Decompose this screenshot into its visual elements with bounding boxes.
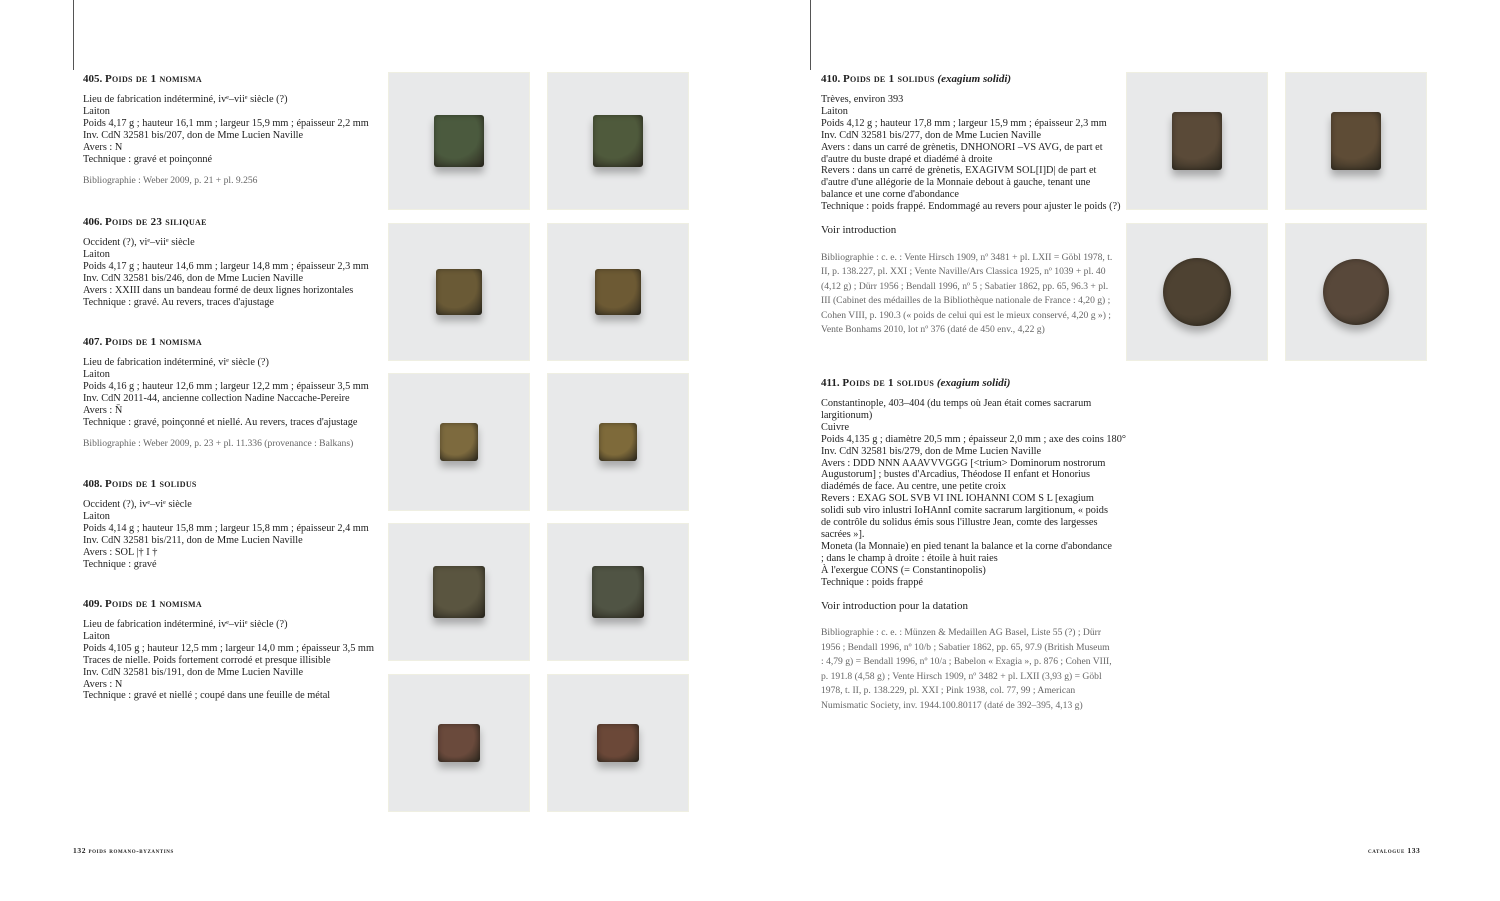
weight-image <box>593 115 643 167</box>
entry-title: 406. Poids de 23 siliquae <box>83 216 207 228</box>
entry-line: Moneta (la Monnaie) en pied tenant la balance et la corne d'abondance ; dans le champ à droite : étoile à huit raies <box>821 540 1112 564</box>
weight-image <box>1172 112 1222 170</box>
entry-line: Technique : gravé <box>83 558 157 570</box>
entry-line: Avers : XXIII dans un bandeau formé de deux lignes horizontales <box>83 284 354 296</box>
entry-title: 407. Poids de 1 nomisma <box>83 336 202 348</box>
entry-line: Technique : poids frappé <box>821 576 923 588</box>
entry-405 <box>83 73 369 189</box>
weight-image <box>440 423 478 461</box>
entry-line: Inv. CdN 32581 bis/211, don de Mme Lucien Naville <box>83 534 303 546</box>
entry-line: Occident (?), viᵉ–viiᵉ siècle <box>83 237 195 248</box>
entry-line: Technique : gravé et poinçonné <box>83 153 213 165</box>
coin-image <box>1323 259 1389 325</box>
entry-line: Lieu de fabrication indéterminé, ivᵉ–viiᵉ siècle (?) <box>83 619 288 630</box>
see-introduction: Voir introduction <box>821 224 897 237</box>
entry-line: Inv. CdN 2011-44, ancienne collection Nadine Naccache-Pereire <box>83 392 350 404</box>
entry-line: Technique : gravé, poinçonné et niellé. Au revers, traces d'ajustage <box>83 416 358 428</box>
entry-408 <box>83 478 369 570</box>
photo-410-reverse <box>1286 73 1426 209</box>
bibliography: Bibliographie : c. e. : Münzen & Medaillen AG Basel, Liste 55 (?) ; Dürr 1956 ; Bendall 1996, nº 10/b ; Sabatier 1862, pp. 65, 97.9 (British Museum : 4,79 g) = Bendall 1996, nº 10/a ; Babelon « Exagia », p. 876 ; Cohen VIII, p. 191.8 (4,58 g) ; Vente Hirsch 1909, nº 3482 + pl. LXII (3,93 g) = Göbl 1978, t. II, p. 138.229, pl. XXI ; Pink 1938, col. 77, 99 ; American Numismatic Society, inv. 1944.100.80117 (daté de 392–395, 4,13 g) <box>821 627 1112 711</box>
photo-407-reverse <box>548 374 688 510</box>
entry-line: Laiton <box>83 630 110 642</box>
entry-line: Inv. CdN 32581 bis/246, don de Mme Lucien Naville <box>83 272 304 284</box>
entry-line: Laiton <box>83 248 110 260</box>
photo-405-obverse <box>389 73 529 209</box>
photo-411-obverse <box>1127 224 1267 360</box>
entry-title: 411. Poids de 1 solidus (exagium solidi) <box>821 377 1011 389</box>
photo-406-obverse <box>389 224 529 360</box>
weight-image <box>436 269 482 315</box>
weight-image <box>438 724 480 762</box>
photo-405-reverse <box>548 73 688 209</box>
entry-line: Inv. CdN 32581 bis/279, don de Mme Lucien Naville <box>821 445 1042 457</box>
weight-image <box>434 115 484 167</box>
photo-410-obverse <box>1127 73 1267 209</box>
entry-line: Poids 4,16 g ; hauteur 12,6 mm ; largeur 12,2 mm ; épaisseur 3,5 mm <box>83 380 369 392</box>
coin-image <box>1163 258 1231 326</box>
entry-407 <box>83 336 369 452</box>
entry-title: 408. Poids de 1 solidus <box>83 478 197 490</box>
right-page-footer: catalogue 133 <box>1368 846 1421 855</box>
weight-image <box>595 269 641 315</box>
photo-406-reverse <box>548 224 688 360</box>
entry-line: Poids 4,12 g ; hauteur 17,8 mm ; largeur 15,9 mm ; épaisseur 2,3 mm <box>821 117 1107 129</box>
weight-image <box>433 566 485 618</box>
entry-line: Laiton <box>83 368 110 380</box>
photo-409-reverse <box>548 675 688 811</box>
entry-line: Occident (?), ivᵉ–viᵉ siècle <box>83 499 192 510</box>
entry-line: Revers : EXAG SOL SVB VI INL IOHANNI COM S L [exagium solidi sub viro inlustri IoHAnnI comite sacrarum largitionum, « poids de contrôle du solidus émis sous l'illustre Jean, comte des largesses sacrées »]. <box>821 493 1108 540</box>
entry-line: Technique : gravé. Au revers, traces d'ajustage <box>83 296 274 308</box>
entry-line: Technique : poids frappé. Endommagé au revers pour ajuster le poids (?) <box>821 201 1121 213</box>
entry-line: Avers : N <box>83 678 123 690</box>
entry-line: Laiton <box>83 510 110 522</box>
entry-line: Poids 4,17 g ; hauteur 16,1 mm ; largeur 15,9 mm ; épaisseur 2,2 mm <box>83 117 369 129</box>
photo-407-obverse <box>389 374 529 510</box>
entry-line: Poids 4,14 g ; hauteur 15,8 mm ; largeur 15,8 mm ; épaisseur 2,4 mm <box>83 522 369 534</box>
entry-line: Constantinople, 403–404 (du temps où Jean était comes sacrarum largitionum) <box>821 398 1092 421</box>
weight-image <box>599 423 637 461</box>
weight-image <box>592 566 644 618</box>
entry-410 <box>821 73 1121 338</box>
entry-line: Trèves, environ 393 <box>821 94 904 105</box>
entry-line: Cuivre <box>821 421 850 433</box>
entry-line: Lieu de fabrication indéterminé, viᵉ siècle (?) <box>83 357 269 368</box>
entry-line: À l'exergue CONS (= Constantinopolis) <box>821 564 986 576</box>
see-introduction: Voir introduction pour la datation <box>821 599 969 612</box>
right-page-top-rule <box>810 0 811 70</box>
left-page-top-rule <box>73 0 74 70</box>
entry-line: Avers : dans un carré de grènetis, DNHONORI –VS AVG, de part et d'autre du buste drapé et diadémé à droite <box>821 141 1103 165</box>
entry-line: Inv. CdN 32581 bis/277, don de Mme Lucien Naville <box>821 129 1042 141</box>
left-page-footer: 132 poids romano-byzantins <box>73 846 174 855</box>
weight-image <box>597 724 639 762</box>
weight-image <box>1331 112 1381 170</box>
entry-line: Poids 4,17 g ; hauteur 14,6 mm ; largeur 14,8 mm ; épaisseur 2,3 mm <box>83 260 369 272</box>
entry-line: Laiton <box>821 105 848 117</box>
entry-line: Traces de nielle. Poids fortement corrodé et presque illisible <box>83 654 331 666</box>
entry-line: Avers : SOL |† I † <box>83 546 158 558</box>
photo-411-reverse <box>1286 224 1426 360</box>
entry-line: Revers : dans un carré de grènetis, EXAGIVM SOL[I]D| de part et d'autre d'une allégorie de la Monnaie debout à gauche, tenant une balance et une corne d'abondance <box>821 165 1097 201</box>
entry-title: 405. Poids de 1 nomisma <box>83 73 202 85</box>
entry-line: Avers : N <box>83 141 123 153</box>
bibliography: Bibliographie : c. e. : Vente Hirsch 1909, nº 3481 + pl. LXII = Göbl 1978, t. II, p. 138.227, pl. XXI ; Vente Naville/Ars Classica 1925, nº 1039 + pl. 40 (4,12 g) ; Dürr 1956 ; Bendall 1996, nº 5 ; Sabatier 1862, pp. 65, 96.3 + pl. III (Cabinet des médailles de la Bibliothèque nationale de France : 4,20 g) ; Cohen VIII, p. 190.3 (« poids de celui qui est le mieux conservé, 4,20 g ») ; Vente Bonhams 2010, lot nº 376 (daté de 450 env., 4,22 g) <box>821 251 1113 336</box>
entry-line: Poids 4,105 g ; hauteur 12,5 mm ; largeur 14,0 mm ; épaisseur 3,5 mm <box>83 642 374 654</box>
entry-line: Avers : N̄ <box>83 404 123 416</box>
photo-409-obverse <box>389 675 529 811</box>
bibliography: Bibliographie : Weber 2009, p. 21 + pl. 9.256 <box>83 175 258 187</box>
bibliography: Bibliographie : Weber 2009, p. 23 + pl. 11.336 (provenance : Balkans) <box>83 438 354 450</box>
photo-408-obverse <box>389 524 529 660</box>
entry-line: Technique : gravé et niellé ; coupé dans une feuille de métal <box>83 690 331 702</box>
entry-line: Lieu de fabrication indéterminé, ivᵉ–viiᵉ siècle (?) <box>83 94 288 105</box>
entry-title: 409. Poids de 1 nomisma <box>83 598 202 610</box>
entry-406 <box>83 216 369 308</box>
entry-line: Laiton <box>83 105 110 117</box>
entry-411 <box>821 377 1126 713</box>
entry-line: Inv. CdN 32581 bis/191, don de Mme Lucien Naville <box>83 666 304 678</box>
entry-line: Poids 4,135 g ; diamètre 20,5 mm ; épaisseur 2,0 mm ; axe des coins 180° <box>821 433 1126 445</box>
entry-title: 410. Poids de 1 solidus (exagium solidi) <box>821 73 1012 85</box>
entry-409 <box>83 598 374 702</box>
entry-line: Avers : DDD NNN AAAVVVGGG [<trium> Dominorum nostrorum Augustorum] ; bustes d'Arcadius, Théodose II enfant et Honorius diadémés de face. Au centre, une petite croix <box>821 457 1106 493</box>
photo-408-reverse <box>548 524 688 660</box>
entry-line: Inv. CdN 32581 bis/207, don de Mme Lucien Naville <box>83 129 304 141</box>
